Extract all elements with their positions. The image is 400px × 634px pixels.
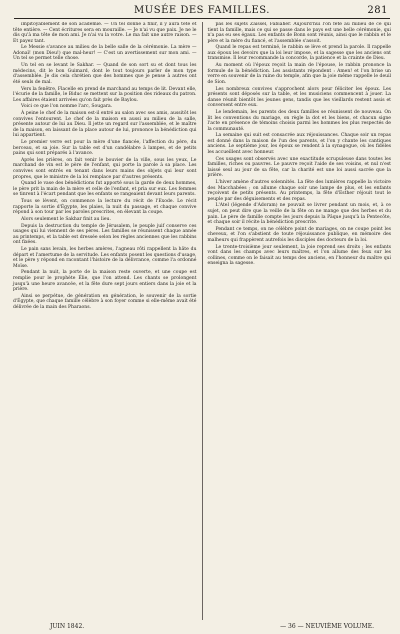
text-columns bbox=[10, 22, 394, 620]
right-column bbox=[205, 22, 395, 620]
paragraph: Le trente-troisième jour seulement, la joie reprend ses droits ; les enfants vont dans les champs avec leurs maîtres, et l'on allume des feux sur les collines, comme on le faisait au temps des anciens, en l'honneur du maître qui enseigna la sagesse. bbox=[207, 244, 391, 267]
paragraph: Quand le repas est terminé, le rabbin se lève et prend la parole. Il rappelle aux époux les devoirs que la loi leur impose, et la sagesse que les anciens ont transmise. Il leur recommande la concorde, la patience et la crainte de Dieu. bbox=[207, 45, 391, 62]
page-header bbox=[14, 4, 390, 19]
paragraph: L'hiver amène d'autres solennités. La fête des lumières rappelle la victoire des Macchabées ; on allume chaque soir une lampe de plus, et les enfants reçoivent de petits présents. Au printemps, la fête d'Esther réjouit tout le peuple par des déguisements et des repas. bbox=[207, 180, 391, 202]
paragraph: Les nombreux convives s'approchent alors pour féliciter les époux. Les présents sont déposés sur la table, et les musiciens commencent à jouer. La danse réunit bientôt les jeunes gens, tandis que les vieillards restent assis et conversent entre eux. bbox=[207, 86, 391, 109]
paragraph: Le Messie s'avance au milieu de la belle salle de la cérémonie. La mère — Adonaï! (mon Dieu!) que mal-heur! — C'est un avertissement sur mon ami. — Un tel se permet telle chose. bbox=[13, 45, 197, 62]
paragraph: Alors seulement le Sakhar finit au lieu. bbox=[21, 216, 111, 222]
paragraph: Depuis la destruction du temple de Jérusalem, le peuple juif conserve ces usages qui lui viennent de ses pères. Les familles se réunissent chaque année au printemps, et la table est dressée selon les règles anciennes que les rabbins ont fixées. bbox=[13, 223, 197, 246]
page-footer bbox=[10, 622, 394, 633]
paragraph: Au moment où l'époux reçoit la main de l'épouse, le rabbin prononce la formule de la bénédiction. Les assistants répondent : Amen! et l'on brise un verre en souvenir de la ruine du temple, afin que la joie même rappelle le deuil de Sion. bbox=[207, 63, 391, 85]
paragraph: Vers la fenêtre, Flacelle en prend de marchand au temps de lit. Devant elle, l'écurie de la famille, le Biduc se mettent sur la position des rideaux du patron. Les affaires étaient arrivées qu'on fait près de Baylou. bbox=[13, 86, 197, 103]
paragraph: Pendant ce temps, on ne célèbre point de mariages, on ne coupe point les cheveux, et l'on s'abstient de toute réjouissance publique, en mémoire des malheurs qui frappèrent autrefois les disciples des docteurs de la loi. bbox=[207, 226, 391, 243]
column-divider bbox=[202, 22, 203, 620]
paragraph: Ces usages sont observés avec une exactitude scrupuleuse dans toutes les familles, riches ou pauvres. Le pauvre reçoit l'aide de ses voisins, et nul n'est laissé seul au jour de sa fête, car la charité est une loi aussi sacrée que la prière. bbox=[207, 156, 391, 179]
page-number: 281 bbox=[367, 5, 388, 16]
paragraph: Tous se lèvent, on commence la lecture du récit de l'Exode. Le récit rapporte la sortie d'Égypte, les plaies, la nuit du passage, et chaque convive répond à son tour par les paroles prescrites, en élevant la coupe. bbox=[13, 199, 197, 216]
paragraph: Après les prières, on fait venir le bouvier de la ville, sous les yeux, Le marchand de vin est le père de l'enfant, qui porte la parole à sa place. Les convives sont entrés en tenant dans leurs mains des objets qui leur sont propres, que le ministre de la loi remplace par d'autres présents. bbox=[13, 157, 197, 180]
running-title: MUSÉE DES FAMILLES. bbox=[134, 5, 270, 16]
paragraph: impitoyablement de son académie. — Un tel donne à finir, il y aura tête et tête entière. — Cent écritures sera en mouraille. — Je n'ai vu que paix. Je ne le dis qu'à ma tête de mon ami. Je n'ai vu la votre. Le ma fait une autre raison. — Et payez tant. bbox=[13, 22, 197, 44]
paragraph: Ainsi se perpétue, de génération en génération, le souvenir de la sortie d'Égypte, que chaque famille célèbre à son foyer comme si elle-même avait été délivrée de la main des Pharaons. bbox=[13, 293, 197, 310]
paragraph: Un tel en se levant le Sakhar. — Quand de son sort su et dont tous les médecins, dit le bon Guimard, dont le tout toujours parler de mon type d'assemblée. Je dis cela chrétien que des hommes que je pense à autres ont été seuls de mal. bbox=[13, 63, 197, 85]
paragraph: Voici ce que l'on nomme l'arc, Sougara. bbox=[21, 104, 113, 110]
paragraph: pas les sujets Zaissel, Fabiaher. Aujourd'hui l'on fête au milieu de ce qui tient la famille, mais ce qui se passe dans le pays est une belle cérémonie, qui n'a pas eu ses égaux. Les enfants de Bonn sont réunis, ainsi que le rabbin et le père et la mère du fiancé, et l'assemblée s'assoit. bbox=[207, 22, 391, 44]
paragraph: Le lendemain, les parents des deux familles se réunissent de nouveau. On lit les conventions du mariage, on règle la dot et les biens, et chacun signe l'acte en présence de témoins choisis parmi les hommes les plus respectés de la communauté. bbox=[207, 109, 391, 132]
paragraph: Le premier verre est pour la mère d'une fiancée, l'affection du père, du berceau, et sa joie. Sur la table est d'un candélabre à lampes, et de petits pains qui sont préparés à l'avance. bbox=[13, 140, 197, 157]
paragraph: Le pain sans levain, les herbes amères, l'agneau rôti rappellent la hâte du départ et l'amertume de la servitude. Les enfants posent les questions d'usage, et le père y répond en racontant l'histoire de la délivrance, comme l'a ordonné Moïse. bbox=[13, 247, 197, 269]
paragraph: La semaine qui suit est consacrée aux réjouissances. Chaque soir un repas est donné dans la maison de l'un des parents, et l'on y chante les cantiques anciens. Le septième jour, les époux se rendent à la synagogue, où les fidèles les accueillent avec honneur. bbox=[207, 133, 391, 155]
paragraph: Quand le vase des bénédictions fut apporté sous la garde de deux hommes, le père prit la main de la mère et celle de l'enfant, et pria sur eux. Les femmes se tinrent à l'écart pendant que les enfants se rangeaient devant leurs parents. bbox=[13, 181, 197, 198]
paragraph: Pendant la nuit, la porte de la maison reste ouverte, et une coupe est remplie pour le prophète Élie, que l'on attend. Les chants se prolongent jusqu'à une heure avancée, et la fête dure sept jours entiers dans la joie et la prière. bbox=[13, 270, 197, 293]
paragraph: À peine le chef de la maison est-il entré au salon avec ses amis, aussitôt les convives l'entourent. Le chef de la maison en aussi au milieu de la salle, présente autour de lui au Dieu. Il jette un regard sur l'assemblée, et le maître de la maison, en laissant de la place autour de lui, prononce la bénédiction qui lui appartient. bbox=[13, 111, 197, 139]
footer-volume: — 36 — NEUVIÈME VOLUME. bbox=[280, 623, 374, 630]
left-column bbox=[10, 22, 200, 620]
footer-date: JUIN 1842. bbox=[50, 623, 85, 630]
paragraph: L'Atel (légende d'Adoram) ne pouvait se livrer pendant un mois, et, à ce sujet, on peut dire que la veille de la fête on ne mange que des herbes et du pain. Le père de famille compte les jours depuis la Pâque jusqu'à la Pentecôte, et chaque soir il récite la bénédiction prescrite. bbox=[207, 203, 391, 226]
